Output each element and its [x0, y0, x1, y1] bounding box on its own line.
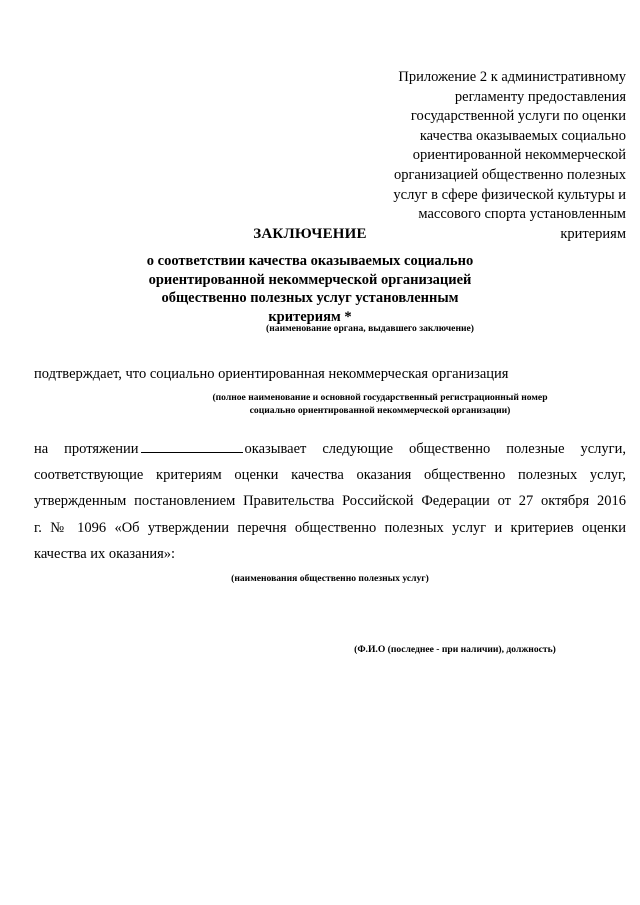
- confirm-statement: подтверждает, что социально ориентированная некоммерческая организация: [34, 366, 509, 382]
- document-title: ЗАКЛЮЧЕНИЕ: [253, 226, 367, 242]
- paragraph-line: [34, 436, 626, 462]
- appendix-line: регламенту предоставления: [454, 88, 626, 105]
- appendix-line: ориентированной некоммерческой: [412, 147, 626, 164]
- ngo-caption-line: (полное наименование и основной государственный регистрационный номер: [212, 392, 548, 403]
- appendix-line: массового спорта установленным: [418, 206, 626, 223]
- services-caption: (наименования общественно полезных услуг): [231, 573, 429, 584]
- subtitle-line: о соответствии качества оказываемых социально: [146, 253, 474, 269]
- paragraph-line: качества их оказания»:: [34, 545, 176, 562]
- services-intro: оказывает следующие общественно полезные услуги,: [244, 441, 626, 457]
- appendix-line: качества оказываемых социально: [419, 127, 626, 144]
- document-subtitle: [0, 252, 620, 326]
- services-paragraph: [34, 436, 626, 567]
- appendix-line: организацией общественно полезных: [393, 166, 626, 183]
- subtitle-line: ориентированной некоммерческой организацией: [148, 271, 472, 288]
- paragraph-line: соответствующие критериям оценки качества оказания общественно полезных услуг,: [34, 467, 626, 484]
- appendix-line: Приложение 2 к административному: [398, 69, 626, 85]
- paragraph-line: г. № 1096 «Об утверждении перечня общественно полезных услуг и критериев оценки: [34, 519, 626, 536]
- organ-caption: (наименование органа, выдавшего заключение): [266, 323, 474, 334]
- subtitle-line: критериям *: [268, 308, 352, 325]
- period-label: на протяжении: [34, 441, 139, 457]
- subtitle-line: общественно полезных услуг установленным: [161, 290, 459, 306]
- ngo-caption: [160, 391, 600, 417]
- fio-caption: (Ф.И.О (последнее - при наличии), должность): [354, 644, 556, 655]
- appendix-reference: [366, 68, 626, 244]
- ngo-caption-line: социально ориентированной некоммерческой организации): [249, 405, 511, 416]
- appendix-line: государственной услуги по оценки: [410, 108, 626, 125]
- appendix-line: услуг в сфере физической культуры и: [393, 186, 626, 203]
- appendix-line: критериям: [560, 225, 626, 242]
- period-blank-field: [141, 440, 243, 453]
- paragraph-line: утвержденным постановлением Правительства Российской Федерации от 27 октября 2016: [34, 493, 626, 510]
